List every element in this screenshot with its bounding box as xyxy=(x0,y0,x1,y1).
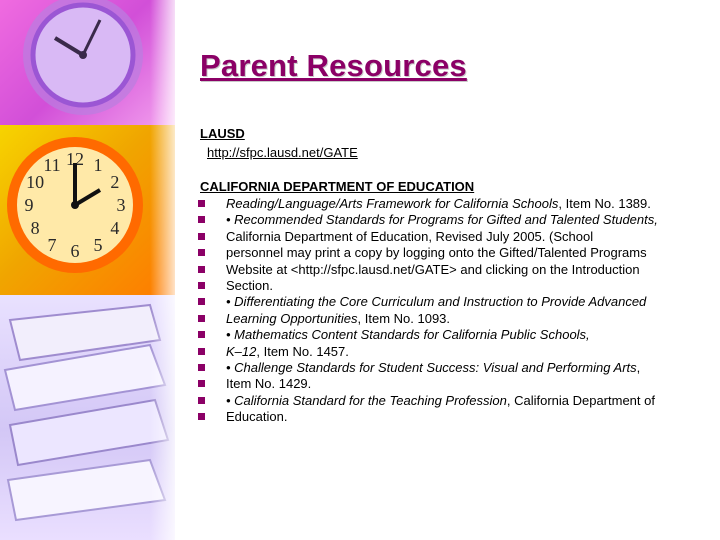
lausd-link[interactable]: http://sfpc.lausd.net/GATE xyxy=(207,145,358,160)
bullet-square-icon xyxy=(198,413,205,420)
clock-numeral: 7 xyxy=(47,234,57,255)
bullet-square-icon xyxy=(198,380,205,387)
clock-numeral: 8 xyxy=(30,218,40,238)
page-title: Parent Resources xyxy=(200,48,467,83)
list-item: Learning Opportunities, Item No. 1093. xyxy=(198,311,708,327)
list-item: Item No. 1429. xyxy=(198,376,708,392)
bullet-square-icon xyxy=(198,315,205,322)
list-item: personnel may print a copy by logging onto the Gifted/Talented Programs xyxy=(198,245,708,261)
clock-numeral: 6 xyxy=(70,241,80,261)
clock-numeral: 3 xyxy=(116,195,126,215)
clock-numeral: 4 xyxy=(110,218,120,238)
list-item: Website at <http://sfpc.lausd.net/GATE> and clicking on the Introduction xyxy=(198,262,708,278)
list-item: Education. xyxy=(198,409,708,425)
cde-heading: CALIFORNIA DEPARTMENT OF EDUCATION xyxy=(200,179,475,194)
resource-list xyxy=(198,196,708,426)
bullet-square-icon xyxy=(198,282,205,289)
list-item: Section. xyxy=(198,278,708,294)
bullet-square-icon xyxy=(198,331,205,338)
clock-numeral: 2 xyxy=(110,172,120,192)
list-item: • Differentiating the Core Curriculum and Instruction to Provide Advanced xyxy=(198,294,708,310)
strip-fade xyxy=(150,0,175,540)
bullet-square-icon xyxy=(198,397,205,404)
books-icon xyxy=(0,300,175,540)
clock-numeral: 10 xyxy=(26,172,45,192)
list-item: • Mathematics Content Standards for California Public Schools, xyxy=(198,327,708,343)
bullet-square-icon xyxy=(198,298,205,305)
bullet-square-icon xyxy=(198,364,205,371)
bullet-square-icon xyxy=(198,233,205,240)
clock-numeral: 1 xyxy=(93,155,103,176)
clock-numeral: 12 xyxy=(66,149,84,169)
clock-numeral: 5 xyxy=(93,234,103,255)
clock-numeral: 11 xyxy=(43,155,61,176)
bullet-square-icon xyxy=(198,249,205,256)
list-item: • Recommended Standards for Programs for Gifted and Talented Students, xyxy=(198,212,708,228)
list-item: K–12, Item No. 1457. xyxy=(198,344,708,360)
purple-clock-icon xyxy=(5,0,145,125)
orange-clock-icon xyxy=(0,135,150,285)
clock-numeral: 9 xyxy=(24,195,34,215)
list-item: • Challenge Standards for Student Success: Visual and Performing Arts, xyxy=(198,360,708,376)
list-item: Reading/Language/Arts Framework for California Schools, Item No. 1389. xyxy=(198,196,708,212)
bullet-square-icon xyxy=(198,348,205,355)
decorative-photo-strip xyxy=(0,0,175,540)
list-item: California Department of Education, Revised July 2005. (School xyxy=(198,229,708,245)
bullet-square-icon xyxy=(198,216,205,223)
lausd-label: LAUSD xyxy=(200,126,245,141)
bullet-square-icon xyxy=(198,266,205,273)
list-item: • California Standard for the Teaching Profession, California Department of xyxy=(198,393,708,409)
bullet-square-icon xyxy=(198,200,205,207)
